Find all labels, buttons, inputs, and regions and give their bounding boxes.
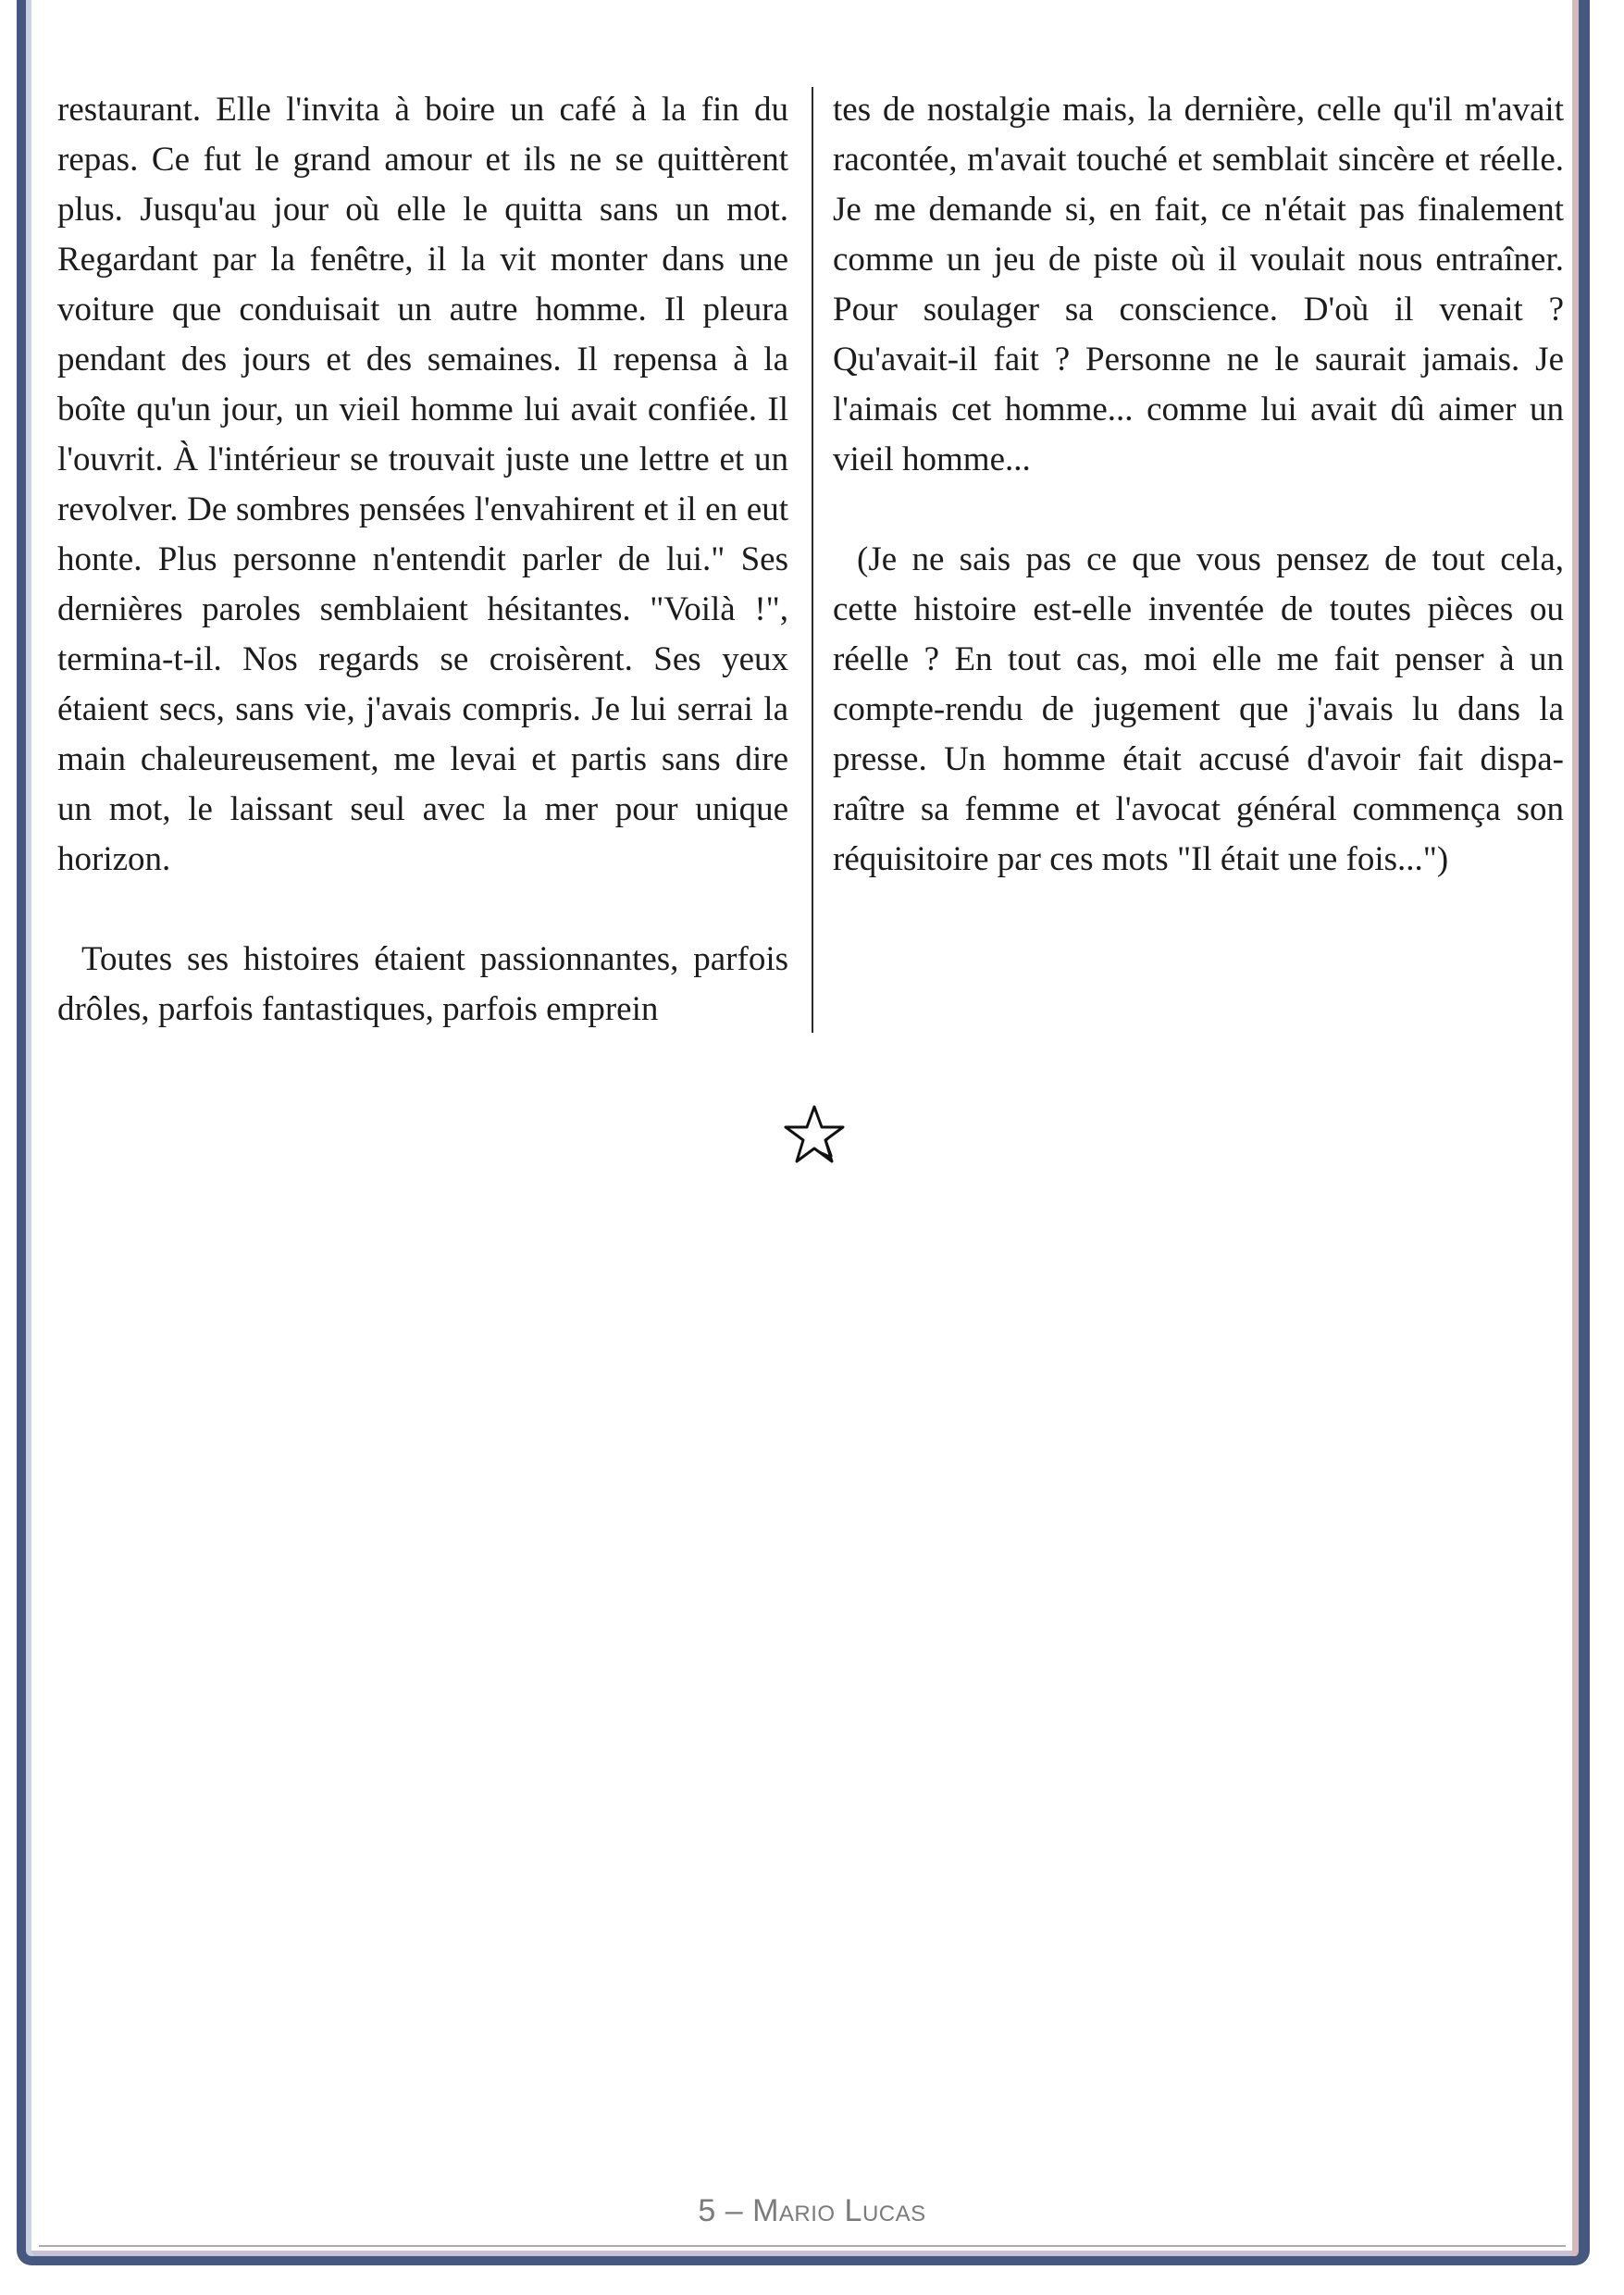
footer-separator: – (725, 2193, 744, 2228)
right-column (833, 85, 1564, 885)
page-footer (0, 2193, 1624, 2229)
page-number: 5 (698, 2193, 716, 2228)
column-divider (812, 87, 813, 1033)
frame-bottom-rule (39, 2245, 1566, 2247)
left-paragraph-2: Toutes ses histoires étaient passionnantes, parfois drôles, parfois fantastiques, parfois emprein (57, 940, 788, 1028)
right-paragraph-1: tes de nostalgie mais, la dernière, celle qu'il m'avait racontée, m'avait touché et semblait sincère et réelle. Je me demande si, en fait, ce n'était pas finalement comme un jeu de piste où il voulait nous entraîner. Pour soulager sa conscience. D'où il venait ? Qu'avait-il fait ? Personne ne le saurait jamais. Je l'aimais cet homme... comme lui avait dû aimer un vieil homme... (833, 91, 1564, 478)
right-paragraph-2: (Je ne sais pas ce que vous pensez de tout cela, cette histoire est-elle inventée de toutes pièces ou réelle ? En tout cas, moi elle me fait penser à un compte-rendu de jugement que j'avais lu dans la presse. Un homme était accusé d'avoir fait disparaître sa femme et l'avocat général commença son réquisitoire par ces mots "Il était une fois...") (833, 540, 1564, 878)
left-column (57, 85, 788, 1035)
left-paragraph-1: restaurant. Elle l'invita à boire un café à la fin du repas. Ce fut le grand amour et ils ne se quittèrent plus. Jusqu'au jour où elle le quitta sans un mot. Regardant par la fenêtre, il la vit monter dans une voiture que conduisait un autre homme. Il pleura pendant des jours et des semaines. Il repensa à la boîte qu'un jour, un vieil homme lui avait confiée. Il l'ouvrit. À l'intérieur se trouvait juste une lettre et un revolver. De sombres pensées l'envahirent et il en eut honte. Plus personne n'entendit parler de lui." Ses dernières paroles semblaient hésitantes. "Voilà !", termina-t-il. Nos regards se croisèrent. Ses yeux étaient secs, sans vie, j'avais compris. Je lui serrai la main chaleureusement, me levai et partis sans dire un mot, le laissant seul avec la mer pour unique horizon. (57, 91, 788, 878)
author-name: Mario Lucas (752, 2193, 926, 2228)
star-icon (781, 1101, 848, 1168)
